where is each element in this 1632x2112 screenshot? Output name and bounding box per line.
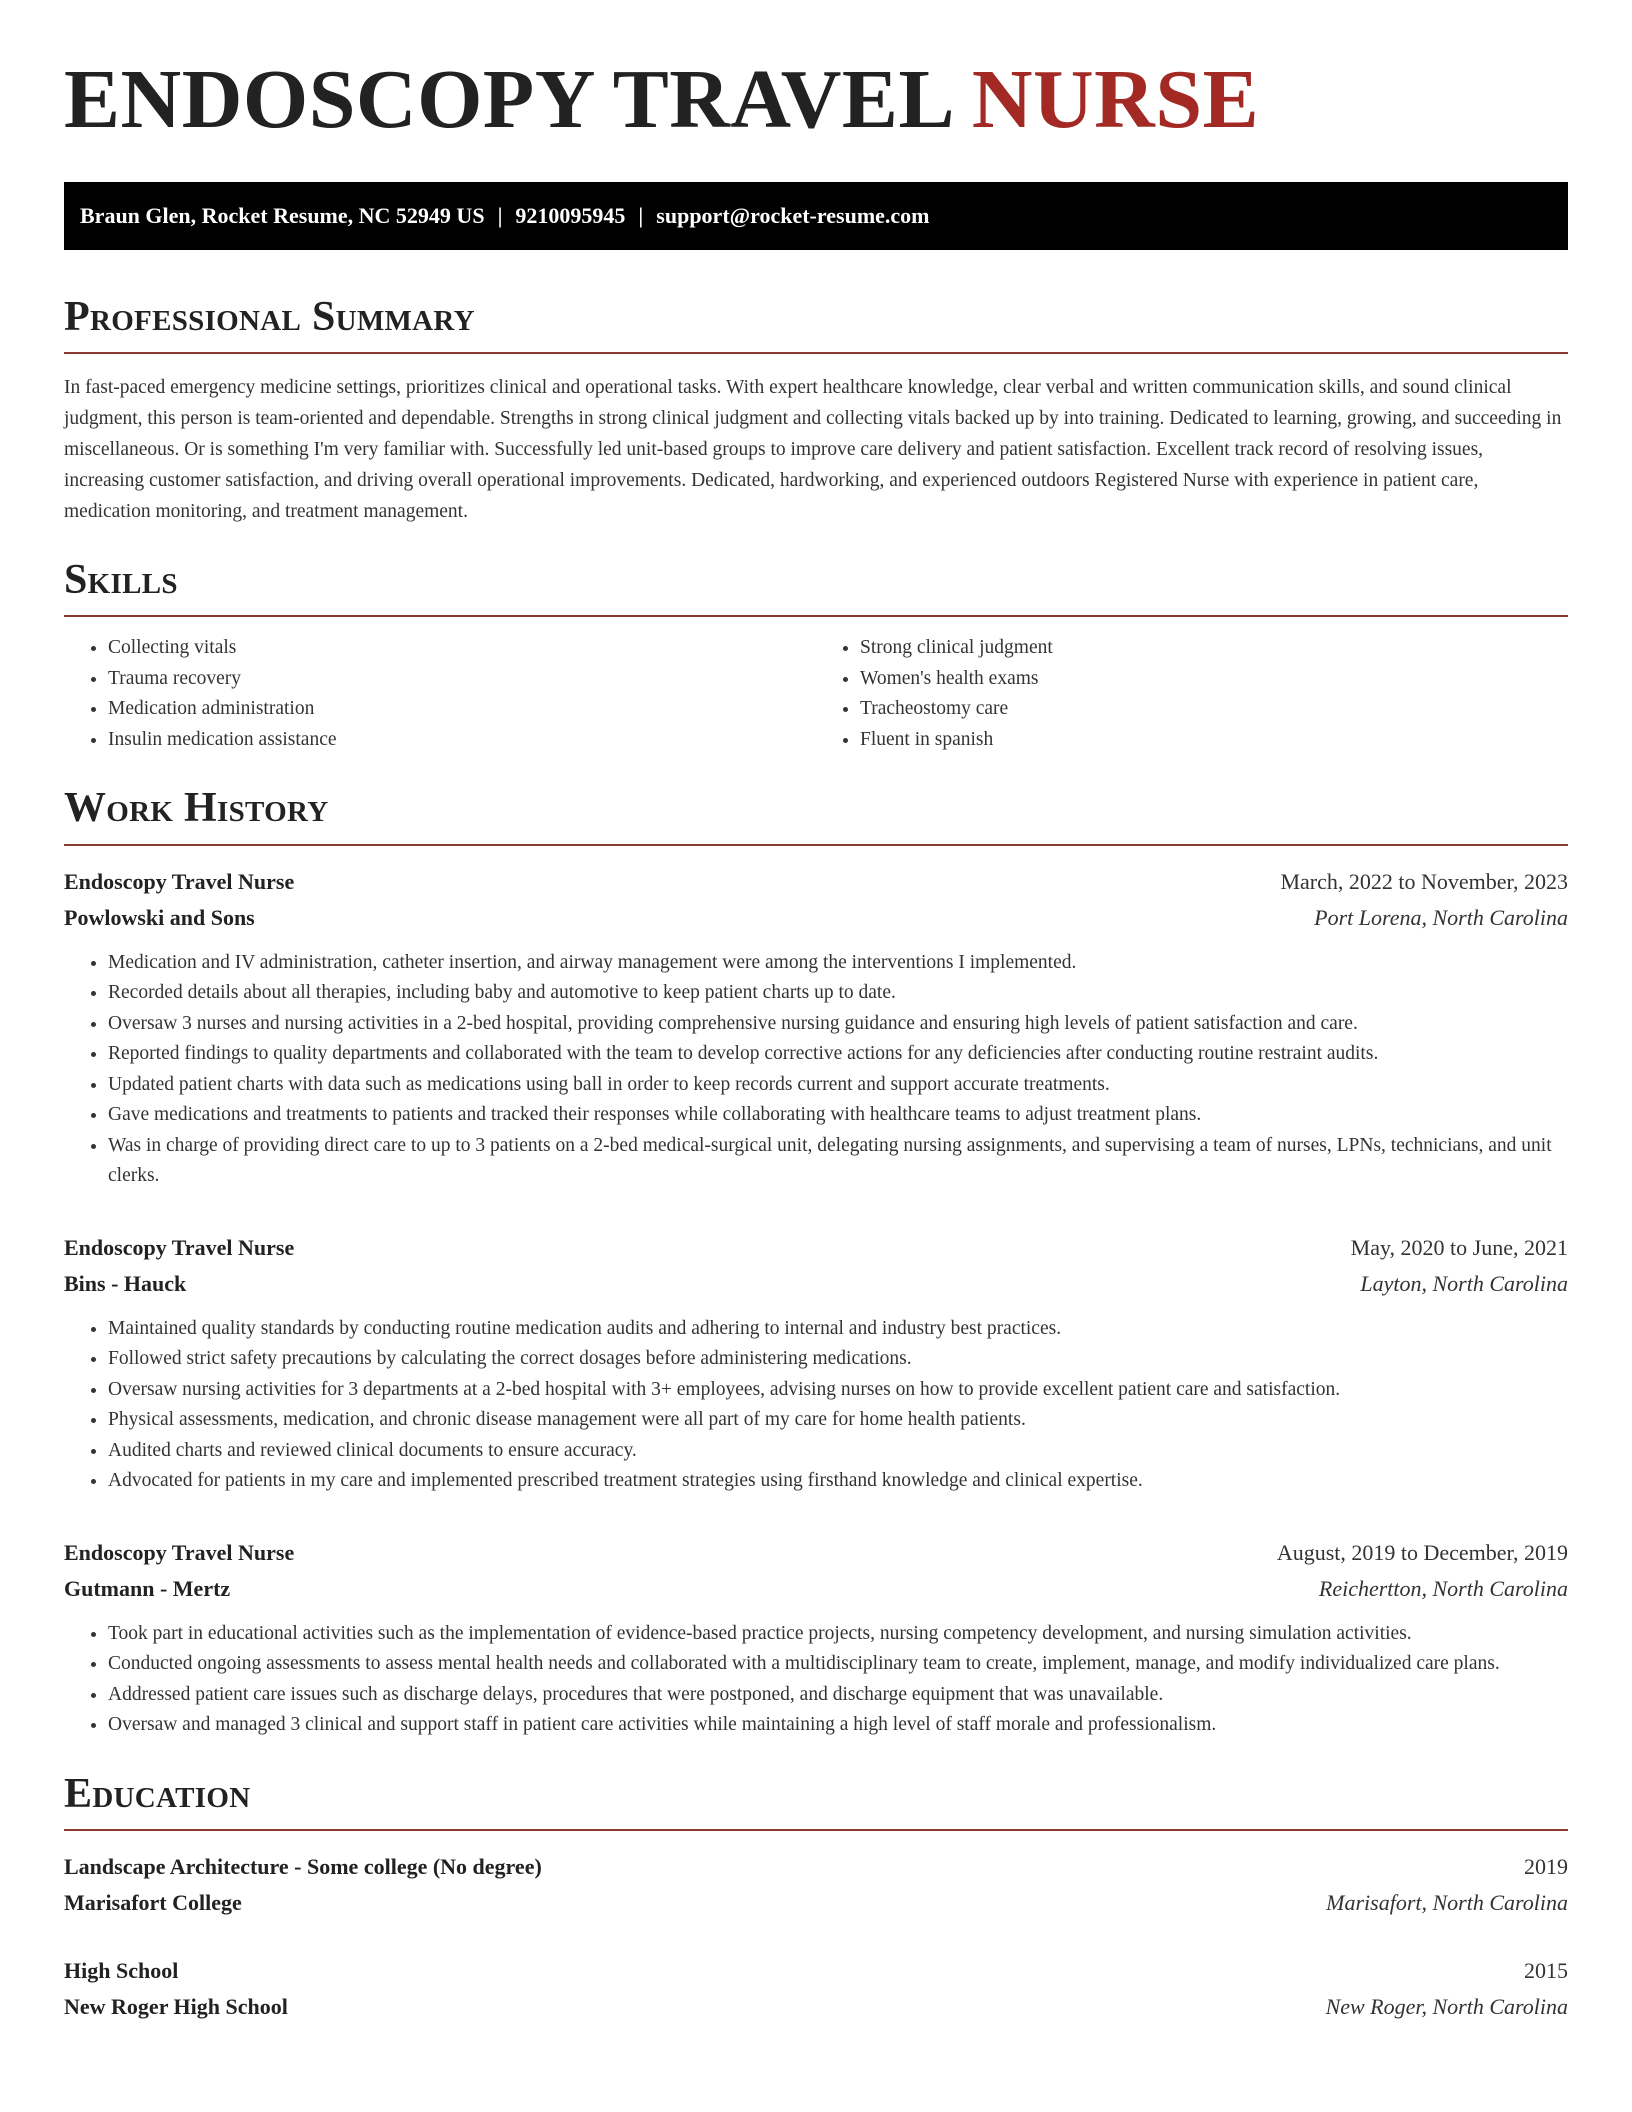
job-dates: August, 2019 to December, 2019 — [1276, 1539, 1568, 1565]
job-bullet: • Advocated for patients in my care and implemented prescribed treatment strategies using firsthand knowledge and clinical expertise. — [108, 1466, 1568, 1497]
education-entry — [64, 1849, 1568, 1921]
job-bullets — [64, 1314, 1568, 1497]
education-year: 2015 — [1524, 1957, 1568, 1983]
section-divider — [64, 844, 1568, 846]
job-bullet: • Oversaw and managed 3 clinical and support staff in patient care activities while maintaining a high level of staff morale and professionalism. — [108, 1710, 1568, 1741]
education-location: Marisafort, North Carolina — [1326, 1889, 1568, 1915]
contact-separator: | — [497, 203, 503, 228]
education-location: New Roger, North Carolina — [1325, 1993, 1568, 2019]
candidate-name — [64, 53, 1568, 146]
job-bullet: • Reported findings to quality departments and collaborated with the team to develop corrective actions for any deficiencies after conducting routine restraint audits. — [108, 1039, 1568, 1070]
job-bullet: • Physical assessments, medication, and chronic disease management were all part of my care for home health patients. — [108, 1405, 1568, 1436]
skill-item: • Strong clinical judgment — [860, 633, 1568, 664]
job-location: Layton, North Carolina — [1360, 1270, 1568, 1296]
skill-item: • Trauma recovery — [108, 664, 816, 695]
skill-item: • Women's health exams — [860, 664, 1568, 695]
job-bullet: • Audited charts and reviewed clinical documents to ensure accuracy. — [108, 1436, 1568, 1467]
summary-section — [64, 294, 1568, 527]
job-company: Powlowski and Sons — [64, 904, 255, 930]
job-bullet: • Addressed patient care issues such as discharge delays, procedures that were postponed, and discharge equipment that was unavailable. — [108, 1680, 1568, 1711]
job-bullet: • Gave medications and treatments to patients and tracked their responses while collaborating with healthcare teams to adjust treatment plans. — [108, 1100, 1568, 1131]
job-bullet: • Recorded details about all therapies, including baby and automotive to keep patient charts up to date. — [108, 978, 1568, 1009]
job-bullet: • Was in charge of providing direct care to up to 3 patients on a 2-bed medical-surgical unit, delegating nursing assignments, and supervising a team of nurses, LPNs, technicians, and unit clerks. — [108, 1131, 1568, 1192]
skill-item: • Medication administration — [108, 694, 816, 725]
job-company: Gutmann - Mertz — [64, 1575, 231, 1601]
job-dates: March, 2022 to November, 2023 — [1280, 868, 1568, 894]
education-school: Marisafort College — [64, 1889, 242, 1915]
skill-item: • Tracheostomy care — [860, 694, 1568, 725]
job-bullet: • Oversaw 3 nurses and nursing activities in a 2-bed hospital, providing comprehensive nursing guidance and ensuring high levels of patient satisfaction and care. — [108, 1009, 1568, 1040]
section-divider — [64, 352, 1568, 354]
job-bullet: • Followed strict safety precautions by calculating the correct dosages before administering medications. — [108, 1344, 1568, 1375]
job-bullet: • Conducted ongoing assessments to assess mental health needs and collaborated with a multidisciplinary team to create, implement, manage, and modify individualized care plans. — [108, 1649, 1568, 1680]
section-title-summary: Professional Summary — [64, 294, 475, 340]
section-divider — [64, 615, 1568, 617]
job-bullet: • Maintained quality standards by conducting routine medication audits and adhering to internal and industry best practices. — [108, 1314, 1568, 1345]
job-company: Bins - Hauck — [64, 1270, 187, 1296]
job-entry — [64, 864, 1568, 1192]
section-title-education: Education — [64, 1770, 251, 1817]
section-divider — [64, 1829, 1568, 1831]
job-dates: May, 2020 to June, 2021 — [1350, 1234, 1568, 1260]
job-bullets — [64, 1619, 1568, 1741]
skill-item: • Fluent in spanish — [860, 725, 1568, 756]
section-title-skills: Skills — [64, 557, 178, 604]
section-title-work-history: Work History — [64, 785, 329, 832]
skill-item: • Collecting vitals — [108, 633, 816, 664]
skills-section — [64, 557, 1568, 755]
summary-text: In fast-paced emergency medicine settings, prioritizes clinical and operational tasks. With expert healthcare knowledge, clear verbal and written communication skills, and sound clinical judgment, this person is team-oriented and dependable. Strengths in strong clinical judgment and collecting vitals backed up by into training. Dedicated to learning, growing, and succeeding in miscellaneous. Or is something I'm very familiar with. Successfully led unit-based groups to improve care delivery and patient satisfaction. Excellent track record of resolving issues, increasing customer satisfaction, and driving overall operational improvements. Dedicated, hardworking, and experienced outdoors Registered Nurse with experience in patient care, medication monitoring, and treatment management. — [64, 377, 1562, 523]
job-entry — [64, 1230, 1568, 1497]
work-history-section — [64, 785, 1568, 1740]
contact-separator: | — [638, 203, 644, 228]
job-bullets — [64, 948, 1568, 1192]
skills-column-right — [816, 633, 1568, 755]
job-bullet: • Took part in educational activities such as the implementation of evidence-based practice projects, nursing competency development, and nursing simulation activities. — [108, 1619, 1568, 1650]
job-bullet: • Updated patient charts with data such as medications using ball in order to keep records current and support accurate treatments. — [108, 1070, 1568, 1101]
name-last: NURSE — [971, 53, 1260, 146]
job-bullet: • Oversaw nursing activities for 3 departments at a 2-bed hospital with 3+ employees, advising nurses on how to provide excellent patient care and satisfaction. — [108, 1375, 1568, 1406]
job-location: Reichertton, North Carolina — [1318, 1575, 1568, 1601]
education-section — [64, 1771, 1568, 2025]
skills-column-left — [64, 633, 816, 755]
education-year: 2019 — [1524, 1853, 1568, 1879]
contact-address: Braun Glen, Rocket Resume, NC 52949 US — [80, 203, 485, 228]
job-location: Port Lorena, North Carolina — [1314, 904, 1568, 930]
job-entry — [64, 1535, 1568, 1741]
job-bullet: • Medication and IV administration, catheter insertion, and airway management were among the interventions I implemented. — [108, 948, 1568, 979]
contact-bar — [64, 182, 1568, 250]
education-degree: High School — [64, 1957, 179, 1983]
contact-email: support@rocket-resume.com — [656, 203, 930, 228]
education-school: New Roger High School — [64, 1993, 288, 2019]
skill-item: • Insulin medication assistance — [108, 725, 816, 756]
job-title: Endoscopy Travel Nurse — [64, 868, 295, 894]
job-title: Endoscopy Travel Nurse — [64, 1234, 295, 1260]
education-degree: Landscape Architecture - Some college (No degree) — [64, 1853, 542, 1879]
skills-list — [64, 633, 1568, 755]
education-entry — [64, 1953, 1568, 2025]
job-title: Endoscopy Travel Nurse — [64, 1539, 295, 1565]
contact-phone: 9210095945 — [515, 203, 626, 228]
name-first: ENDOSCOPY TRAVEL — [64, 53, 951, 146]
